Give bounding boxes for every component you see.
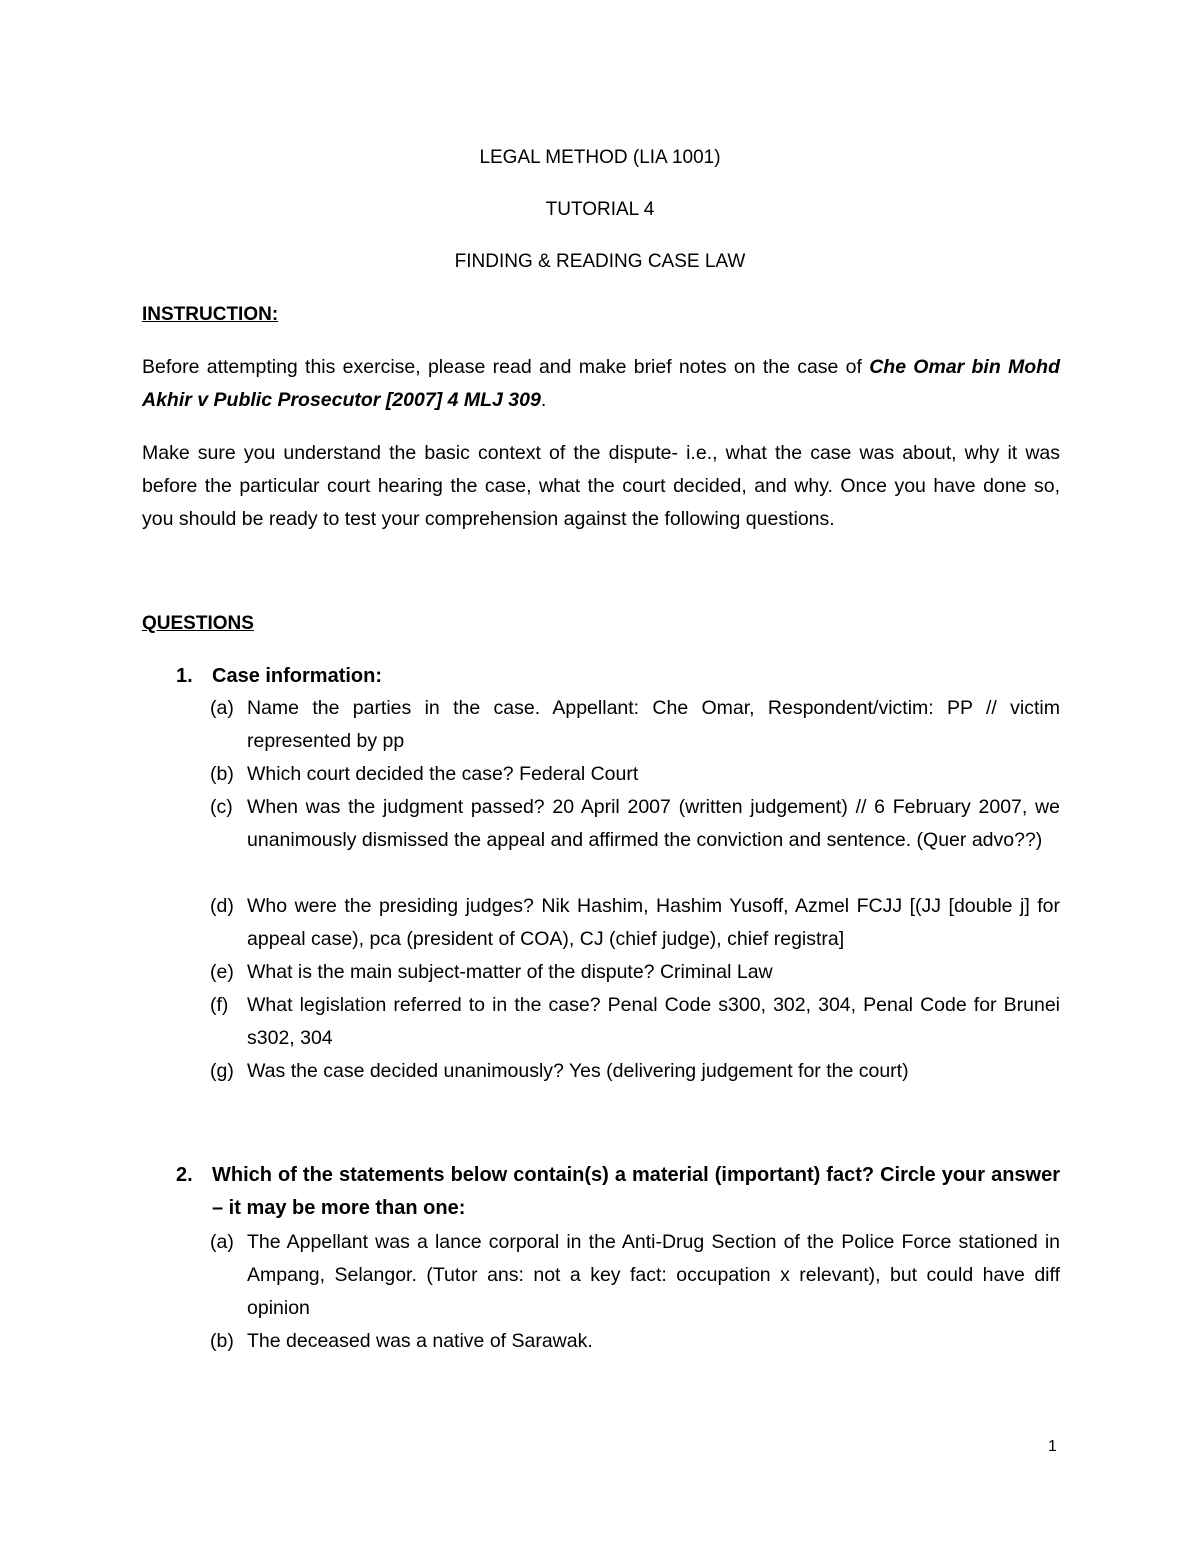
item-text: Who were the presiding judges? Nik Hashim, Hashim Yusoff, Azmel FCJJ [(JJ [double j] for appeal case), pca (president of COA), CJ (chief judge), chief registra]: [247, 895, 1060, 950]
question-1-item: [210, 1055, 1060, 1088]
document-title: LEGAL METHOD (LIA 1001): [479, 147, 721, 168]
question-1-item: [210, 692, 1060, 758]
question-number: 2.: [176, 1164, 193, 1186]
question-1-item: [210, 758, 1060, 791]
question-2-item: [210, 1226, 1060, 1325]
question-1-item: [210, 791, 1060, 857]
instruction-period: .: [540, 389, 547, 411]
questions-heading: QUESTIONS: [142, 613, 254, 634]
item-text: When was the judgment passed? 20 April 2007 (written judgement) // 6 February 2007, we unanimously dismissed the appeal and affirmed the conviction and sentence. (Quer advo??): [247, 796, 1060, 851]
item-label: (f): [210, 994, 229, 1016]
item-label: (a): [210, 697, 234, 719]
item-label: (e): [210, 961, 234, 983]
page-number: 1: [1048, 1438, 1057, 1455]
question-1-item: [210, 989, 1060, 1055]
question-text: Case information:: [212, 665, 383, 687]
item-label: (b): [210, 763, 234, 785]
item-text: Which court decided the case? Federal Court: [247, 763, 639, 785]
item-label: (g): [210, 1060, 234, 1082]
instruction-paragraph-1: [142, 351, 1060, 417]
item-text: What legislation referred to in the case? Penal Code s300, 302, 304, Penal Code for Brunei s302, 304: [247, 994, 1060, 1049]
instruction-text: Before attempting this exercise, please read and make brief notes on the case of: [142, 356, 870, 378]
item-label: (b): [210, 1330, 234, 1352]
item-label: (d): [210, 895, 234, 917]
instruction-heading: INSTRUCTION:: [142, 304, 279, 325]
question-1-title: [176, 660, 1060, 693]
question-1-item: [210, 890, 1060, 956]
question-number: 1.: [176, 665, 193, 687]
question-2-title: [176, 1159, 1060, 1225]
question-2-item: [210, 1325, 1060, 1358]
item-text: The deceased was a native of Sarawak.: [247, 1330, 593, 1352]
item-label: (a): [210, 1231, 234, 1253]
item-text: The Appellant was a lance corporal in the Anti-Drug Section of the Police Force stationed in Ampang, Selangor. (Tutor ans: not a key fact: occupation x relevant), but could have diff opinion: [247, 1231, 1060, 1319]
item-text: Was the case decided unanimously? Yes (delivering judgement for the court): [247, 1060, 909, 1082]
case-citation: Che Omar bin Mohd Akhir v Public Prosecutor [2007] 4 MLJ 309: [142, 356, 1060, 411]
instruction-paragraph-2: Make sure you understand the basic context of the dispute- i.e., what the case was about, why it was before the particular court hearing the case, what the court decided, and why. Once you have done so, you should be ready to test your comprehension against the following questions.: [142, 442, 1060, 530]
item-text: Name the parties in the case. Appellant: Che Omar, Respondent/victim: PP // victim represented by pp: [247, 697, 1060, 752]
question-text: Which of the statements below contain(s) a material (important) fact? Circle your answer – it may be more than one:: [212, 1164, 1060, 1219]
question-1-item: [210, 956, 1060, 989]
item-text: What is the main subject-matter of the dispute? Criminal Law: [247, 961, 773, 983]
tutorial-number: TUTORIAL 4: [545, 199, 655, 220]
item-label: (c): [210, 796, 233, 818]
document-subtitle: FINDING & READING CASE LAW: [454, 251, 746, 272]
